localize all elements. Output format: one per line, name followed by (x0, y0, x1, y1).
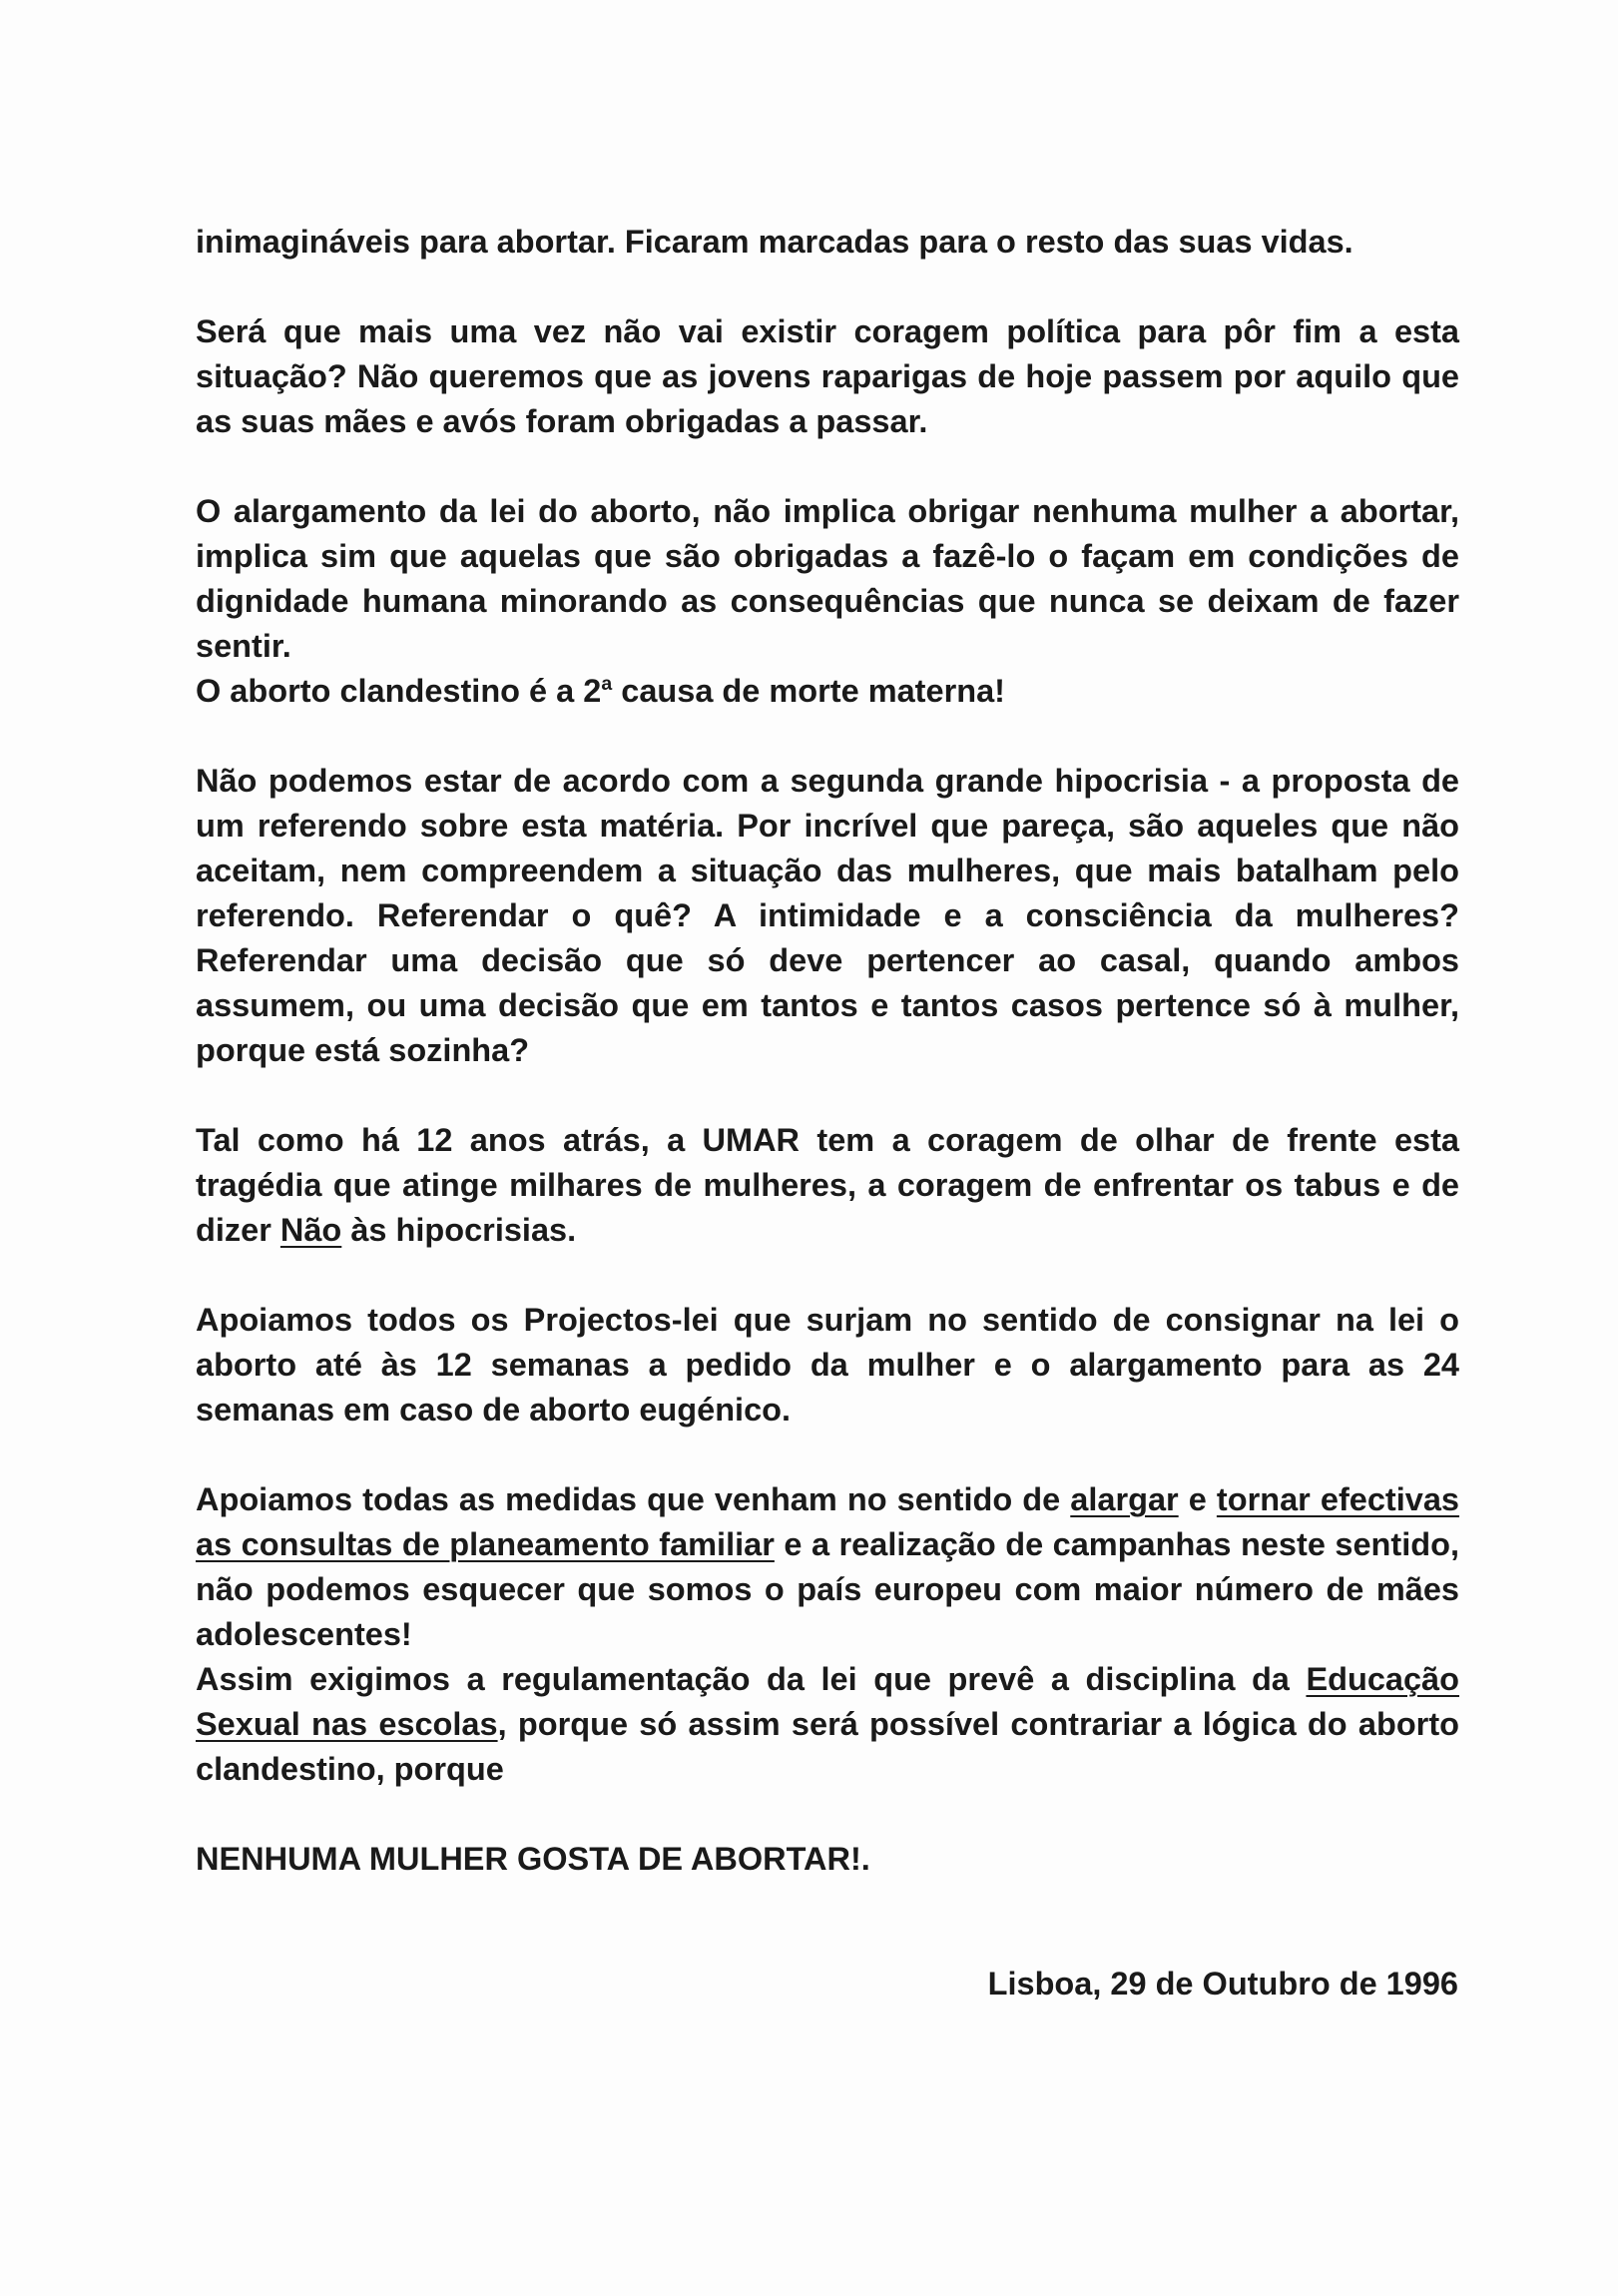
paragraph-2-text: Será que mais uma vez não vai existir coragem política para pôr fim a esta situação? Não queremos que as jovens raparigas de hoje passem por aquilo que as suas mães e avós foram obrigadas a passar. (196, 313, 1459, 439)
paragraph-7-seg2: e (1178, 1481, 1217, 1517)
paragraph-4-text: Não podemos estar de acordo com a segunda grande hipocrisia - a proposta de um referendo sobre esta matéria. Por incrível que pareça, são aqueles que não aceitam, nem compreendem a situação das mulheres, que mais batalham pelo referendo. Referendar o quê? A intimidade e a consciência da mulheres? Referendar uma decisão que só deve pertencer ao casal, quando ambos assumem, ou uma decisão que em tantos e tantos casos pertence só à mulher, porque está sozinha? (196, 763, 1459, 1068)
paragraph-7-seg1: Apoiamos todas as medidas que venham no sentido de (196, 1481, 1071, 1517)
underlined-consultas: tornar efectivas as consultas de planeamento familiar (196, 1481, 1460, 1562)
statement-text-before: O aborto clandestino é a 2 (196, 673, 602, 709)
paragraph-5-text-before: Tal como há 12 anos atrás, a UMAR tem a coragem de olhar de frente esta tragédia que atinge milhares de mulheres, a coragem de enfrentar os tabus e de dizer (196, 1122, 1459, 1248)
paragraph-5-text-after: às hipocrisias. (341, 1212, 577, 1248)
underlined-educacao-sexual: Educação Sexual nas escolas (196, 1661, 1459, 1742)
paragraph-4 (196, 759, 1459, 1073)
paragraph-3-statement (196, 669, 1459, 714)
paragraph-7 (196, 1477, 1459, 1657)
document-body (196, 220, 1459, 1882)
underlined-nao: Não (279, 1212, 342, 1248)
paragraph-5 (196, 1118, 1459, 1253)
ordinal-superscript: a (601, 673, 613, 696)
paragraph-1-text: inimagináveis para abortar. Ficaram marcadas para o resto das suas vidas. (196, 224, 1353, 260)
paragraph-3 (196, 489, 1459, 669)
paragraph-2 (196, 309, 1459, 444)
paragraph-8 (196, 1657, 1459, 1792)
underlined-alargar: alargar (1070, 1481, 1179, 1517)
statement-text-after: causa de morte materna! (612, 673, 1005, 709)
paragraph-6 (196, 1298, 1459, 1433)
signature-date-line: Lisboa, 29 de Outubro de 1996 (987, 1966, 1458, 2002)
paragraph-3-text: O alargamento da lei do aborto, não implica obrigar nenhuma mulher a abortar, implica sim que aquelas que são obrigadas a fazê-lo o façam em condições de dignidade humana minorando as consequências que nunca se deixam de fazer sentir. (196, 493, 1459, 664)
closing-statement: NENHUMA MULHER GOSTA DE ABORTAR!. (196, 1841, 870, 1877)
paragraph-7-seg3: e a realização de campanhas neste sentido, não podemos esquecer que somos o país europeu com maior número de mães adolescentes! (196, 1526, 1459, 1652)
paragraph-8-seg2: , porque só assim será possível contrariar a lógica do aborto clandestino, porque (196, 1706, 1459, 1787)
paragraph-1 (196, 220, 1459, 265)
paragraph-6-text: Apoiamos todos os Projectos-lei que surjam no sentido de consignar na lei o aborto até às 12 semanas a pedido da mulher e o alargamento para as 24 semanas em caso de aborto eugénico. (196, 1302, 1459, 1428)
paragraph-8-seg1: Assim exigimos a regulamentação da lei que prevê a disciplina da (196, 1661, 1307, 1697)
